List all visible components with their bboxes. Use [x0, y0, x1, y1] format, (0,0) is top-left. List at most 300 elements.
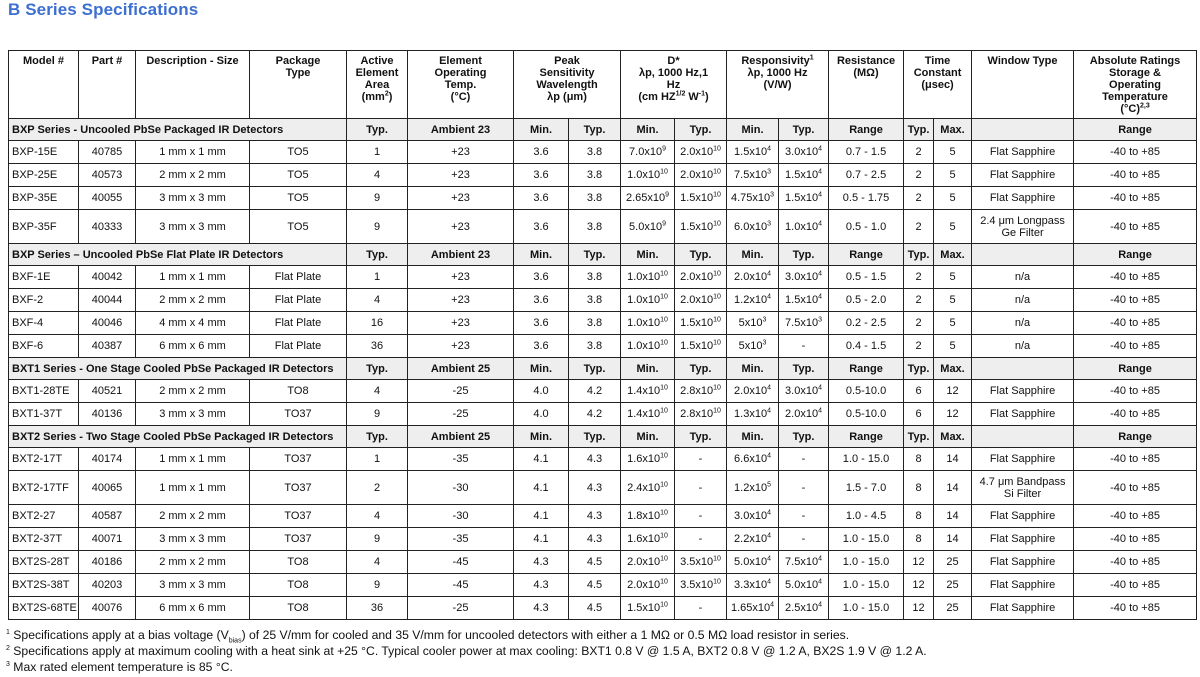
window-cell: Flat Sapphire — [972, 380, 1074, 403]
temp-cell: +23 — [408, 210, 514, 244]
dstar-min-cell — [621, 289, 675, 312]
wavelength-typ-cell: 4.5 — [569, 597, 621, 620]
resistance-cell: 0.4 - 1.5 — [829, 335, 904, 358]
window-cell: Flat Sapphire — [972, 505, 1074, 528]
table-row — [9, 210, 1197, 244]
wavelength-typ-cell: 4.2 — [569, 380, 621, 403]
area-cell: 1 — [347, 266, 408, 289]
absolute-range-cell: -40 to +85 — [1074, 266, 1197, 289]
responsivity-typ-cell — [779, 141, 829, 164]
time-max-cell: 5 — [934, 312, 972, 335]
part-cell: 40521 — [79, 380, 136, 403]
resistance-cell: 0.5-10.0 — [829, 403, 904, 426]
section-name: BXT2 Series - Two Stage Cooled PbSe Packaged IR Detectors — [9, 426, 347, 448]
section-name: BXP Series - Uncooled PbSe Packaged IR Detectors — [9, 119, 347, 141]
description-cell: 1 mm x 1 mm — [136, 141, 250, 164]
package-cell: Flat Plate — [250, 266, 347, 289]
time-typ-cell: 8 — [904, 448, 934, 471]
wavelength-typ-cell: 3.8 — [569, 210, 621, 244]
subheader-temp: Ambient 23 — [408, 244, 514, 266]
exponent: 10 — [713, 555, 721, 563]
responsivity-typ-cell — [779, 448, 829, 471]
wavelength-min-cell: 3.6 — [514, 289, 569, 312]
exponent: 10 — [713, 384, 721, 392]
exponent: 4 — [818, 601, 822, 609]
exponent: 10 — [713, 270, 721, 278]
wavelength-min-cell: 3.6 — [514, 312, 569, 335]
wavelength-min-cell: 4.3 — [514, 597, 569, 620]
subheader-wl-min: Min. — [514, 358, 569, 380]
temp-cell: +23 — [408, 164, 514, 187]
specifications-table — [8, 50, 1197, 620]
subheader-window — [972, 244, 1074, 266]
responsivity-typ-cell — [779, 574, 829, 597]
model-cell: BXF-2 — [9, 289, 79, 312]
dstar-typ-cell — [675, 471, 727, 505]
subheader-r-min: Min. — [727, 358, 779, 380]
time-max-cell: 5 — [934, 335, 972, 358]
wavelength-min-cell: 4.0 — [514, 403, 569, 426]
exponent: 9 — [662, 145, 666, 153]
mantissa: 5x10 — [738, 340, 763, 352]
exponent: 10 — [713, 578, 721, 586]
area-cell: 1 — [347, 448, 408, 471]
time-max-cell: 5 — [934, 266, 972, 289]
time-max-cell: 14 — [934, 528, 972, 551]
responsivity-typ-cell — [779, 312, 829, 335]
window-cell: Flat Sapphire — [972, 187, 1074, 210]
wavelength-typ-cell: 4.5 — [569, 551, 621, 574]
package-cell: TO37 — [250, 403, 347, 426]
mantissa: 1.0x10 — [627, 294, 661, 306]
area-cell: 4 — [347, 505, 408, 528]
mantissa: 2.0x10 — [680, 169, 714, 181]
exponent: 4 — [767, 555, 771, 563]
time-max-cell: 5 — [934, 187, 972, 210]
subheader-res: Range — [829, 119, 904, 141]
part-cell: 40136 — [79, 403, 136, 426]
exponent: 10 — [660, 270, 668, 278]
dstar-typ-cell — [675, 403, 727, 426]
subheader-window — [972, 426, 1074, 448]
page-title: B Series Specifications — [8, 0, 199, 19]
part-cell: 40065 — [79, 471, 136, 505]
mantissa: 1.0x10 — [785, 220, 819, 233]
exponent: 4 — [767, 145, 771, 153]
dstar-min-cell — [621, 448, 675, 471]
responsivity-min-cell — [727, 551, 779, 574]
package-cell: TO37 — [250, 505, 347, 528]
mantissa: 1.4x10 — [627, 408, 661, 420]
exponent: 10 — [713, 407, 721, 415]
window-cell: Flat Sapphire — [972, 403, 1074, 426]
responsivity-typ-cell — [779, 289, 829, 312]
time-typ-cell: 12 — [904, 574, 934, 597]
exponent: 4 — [818, 191, 822, 199]
time-max-cell: 5 — [934, 289, 972, 312]
description-cell: 6 mm x 6 mm — [136, 335, 250, 358]
resistance-cell: 1.0 - 4.5 — [829, 505, 904, 528]
window-cell: Flat Sapphire — [972, 574, 1074, 597]
part-cell: 40042 — [79, 266, 136, 289]
absolute-range-cell: -40 to +85 — [1074, 574, 1197, 597]
time-typ-cell: 2 — [904, 312, 934, 335]
mantissa: - — [698, 481, 703, 494]
exponent: 10 — [660, 601, 668, 609]
header-dstar: D* λp, 1000 Hz,1 Hz (cm $HZ^{1/2}$ $W^{-1}$) — [621, 51, 727, 119]
description-cell: 6 mm x 6 mm — [136, 597, 250, 620]
mantissa: - — [801, 340, 806, 352]
subheader-t-typ: Typ. — [904, 358, 934, 380]
wavelength-min-cell: 4.1 — [514, 505, 569, 528]
header-wavelength: Peak Sensitivity Wavelength λp (μm) — [514, 51, 621, 119]
subheader-wl-typ: Typ. — [569, 426, 621, 448]
subheader-t-typ: Typ. — [904, 426, 934, 448]
exponent: 4 — [818, 168, 822, 176]
mantissa: 7.5x10 — [734, 169, 768, 181]
package-cell: Flat Plate — [250, 312, 347, 335]
resistance-cell: 0.2 - 2.5 — [829, 312, 904, 335]
description-cell: 2 mm x 2 mm — [136, 164, 250, 187]
resistance-cell: 1.0 - 15.0 — [829, 528, 904, 551]
subheader-r-typ: Typ. — [779, 426, 829, 448]
header-part: Part # — [79, 51, 136, 119]
area-cell: 9 — [347, 187, 408, 210]
exponent: 4 — [767, 509, 771, 517]
exponent: 4 — [770, 601, 775, 609]
temp-cell: -25 — [408, 597, 514, 620]
exponent: 4 — [767, 384, 771, 392]
subheader-t-max: Max. — [934, 358, 972, 380]
absolute-range-cell: -40 to +85 — [1074, 141, 1197, 164]
wavelength-typ-cell: 4.5 — [569, 574, 621, 597]
description-cell: 4 mm x 4 mm — [136, 312, 250, 335]
exponent: 3 — [762, 339, 767, 347]
subheader-d-typ: Typ. — [675, 426, 727, 448]
mantissa: 1.8x10 — [627, 510, 661, 522]
mantissa: 1.2x10 — [734, 294, 768, 306]
subheader-wl-min: Min. — [514, 244, 569, 266]
exponent: 3 — [770, 191, 775, 199]
dstar-typ-cell — [675, 312, 727, 335]
exponent: 10 — [713, 145, 721, 153]
model-cell: BXF-4 — [9, 312, 79, 335]
resistance-cell: 1.0 - 15.0 — [829, 448, 904, 471]
wavelength-min-cell: 4.1 — [514, 448, 569, 471]
exponent: 10 — [660, 509, 668, 517]
mantissa: 2.2x10 — [734, 533, 768, 545]
package-cell: TO8 — [250, 551, 347, 574]
time-max-cell: 14 — [934, 505, 972, 528]
exponent: 9 — [665, 191, 670, 199]
time-typ-cell: 6 — [904, 403, 934, 426]
dstar-typ-cell — [675, 380, 727, 403]
description-cell: 1 mm x 1 mm — [136, 448, 250, 471]
responsivity-typ-cell — [779, 266, 829, 289]
window-cell: Flat Sapphire — [972, 528, 1074, 551]
mantissa: 1.65x10 — [730, 602, 771, 614]
dstar-typ-cell — [675, 187, 727, 210]
subheader-wl-typ: Typ. — [569, 119, 621, 141]
package-cell: TO37 — [250, 471, 347, 505]
wavelength-min-cell: 4.0 — [514, 380, 569, 403]
subheader-res: Range — [829, 426, 904, 448]
dstar-typ-cell — [675, 141, 727, 164]
mantissa: 1.5x10 — [680, 220, 714, 233]
subheader-d-typ: Typ. — [675, 244, 727, 266]
absolute-range-cell: -40 to +85 — [1074, 505, 1197, 528]
temp-cell: +23 — [408, 335, 514, 358]
area-cell: 4 — [347, 289, 408, 312]
window-cell: n/a — [972, 289, 1074, 312]
package-cell: TO5 — [250, 141, 347, 164]
absolute-range-cell: -40 to +85 — [1074, 551, 1197, 574]
wavelength-typ-cell: 3.8 — [569, 187, 621, 210]
mantissa: 7.5x10 — [785, 556, 819, 568]
responsivity-typ-cell — [779, 528, 829, 551]
window-cell: Flat Sapphire — [972, 551, 1074, 574]
package-cell: TO8 — [250, 380, 347, 403]
model-cell: BXP-25E — [9, 164, 79, 187]
description-cell: 2 mm x 2 mm — [136, 289, 250, 312]
dstar-min-cell — [621, 266, 675, 289]
subheader-t-typ: Typ. — [904, 244, 934, 266]
package-cell: TO5 — [250, 187, 347, 210]
time-max-cell: 25 — [934, 597, 972, 620]
subheader-temp: Ambient 25 — [408, 358, 514, 380]
description-cell: 3 mm x 3 mm — [136, 210, 250, 244]
subheader-r-typ: Typ. — [779, 119, 829, 141]
mantissa: 3.0x10 — [785, 271, 819, 283]
exponent: 4 — [818, 145, 822, 153]
resistance-cell: 0.5 - 2.0 — [829, 289, 904, 312]
wavelength-min-cell: 3.6 — [514, 187, 569, 210]
wavelength-min-cell: 3.6 — [514, 141, 569, 164]
responsivity-min-cell — [727, 289, 779, 312]
absolute-range-cell: -40 to +85 — [1074, 471, 1197, 505]
responsivity-typ-cell — [779, 210, 829, 244]
mantissa: 5x10 — [738, 317, 763, 329]
mantissa: 1.0x10 — [627, 317, 661, 329]
subheader-res: Range — [829, 244, 904, 266]
model-cell: BXP-15E — [9, 141, 79, 164]
package-cell: TO37 — [250, 448, 347, 471]
mantissa: 6.6x10 — [734, 453, 768, 465]
exponent: 4 — [767, 293, 771, 301]
responsivity-typ-cell — [779, 471, 829, 505]
table-row — [9, 597, 1197, 620]
responsivity-min-cell — [727, 505, 779, 528]
table-row — [9, 574, 1197, 597]
area-cell: 16 — [347, 312, 408, 335]
wavelength-min-cell: 3.6 — [514, 210, 569, 244]
mantissa: 1.0x10 — [627, 340, 661, 352]
dstar-min-cell — [621, 403, 675, 426]
mantissa: 3.0x10 — [785, 385, 819, 397]
exponent: 10 — [660, 480, 668, 488]
responsivity-typ-cell — [779, 505, 829, 528]
absolute-range-cell: -40 to +85 — [1074, 187, 1197, 210]
resistance-cell: 0.5 - 1.75 — [829, 187, 904, 210]
mantissa: 1.0x10 — [627, 271, 661, 283]
specifications-body — [9, 119, 1197, 620]
mantissa: 2.0x10 — [680, 271, 714, 283]
subheader-r-min: Min. — [727, 244, 779, 266]
absolute-range-cell: -40 to +85 — [1074, 403, 1197, 426]
absolute-range-cell: -40 to +85 — [1074, 528, 1197, 551]
header-description: Description - Size — [136, 51, 250, 119]
mantissa: 3.3x10 — [734, 579, 768, 591]
responsivity-typ-cell — [779, 597, 829, 620]
mantissa: 1.6x10 — [627, 533, 661, 545]
dstar-typ-cell — [675, 266, 727, 289]
dstar-typ-cell — [675, 448, 727, 471]
part-cell: 40573 — [79, 164, 136, 187]
subheader-abs: Range — [1074, 119, 1197, 141]
resistance-cell: 0.5 - 1.0 — [829, 210, 904, 244]
temp-cell: +23 — [408, 312, 514, 335]
area-cell: 4 — [347, 551, 408, 574]
window-cell: Flat Sapphire — [972, 597, 1074, 620]
header-resistance: Resistance (MΩ) — [829, 51, 904, 119]
temp-cell: -30 — [408, 471, 514, 505]
subheader-res: Range — [829, 358, 904, 380]
exponent: 4 — [818, 384, 822, 392]
dstar-typ-cell — [675, 574, 727, 597]
subheader-temp: Ambient 25 — [408, 426, 514, 448]
description-cell: 3 mm x 3 mm — [136, 528, 250, 551]
exponent: 3 — [762, 316, 767, 324]
area-cell: 9 — [347, 403, 408, 426]
wavelength-typ-cell: 3.8 — [569, 312, 621, 335]
mantissa: 2.0x10 — [785, 408, 819, 420]
dstar-typ-cell — [675, 210, 727, 244]
subheader-wl-typ: Typ. — [569, 244, 621, 266]
mantissa: 1.5x10 — [785, 294, 819, 306]
package-cell: TO5 — [250, 164, 347, 187]
description-cell: 3 mm x 3 mm — [136, 574, 250, 597]
exponent: 10 — [660, 339, 668, 347]
subheader-d-min: Min. — [621, 244, 675, 266]
temp-cell: +23 — [408, 187, 514, 210]
area-cell: 4 — [347, 164, 408, 187]
wavelength-typ-cell: 4.3 — [569, 528, 621, 551]
exponent: 4 — [767, 270, 771, 278]
table-row — [9, 141, 1197, 164]
subheader-d-typ: Typ. — [675, 119, 727, 141]
exponent: 10 — [713, 191, 721, 199]
exponent: 3 — [818, 316, 822, 324]
temp-cell: +23 — [408, 289, 514, 312]
dstar-typ-cell — [675, 289, 727, 312]
mantissa: 2.4x10 — [627, 481, 661, 494]
time-typ-cell: 12 — [904, 597, 934, 620]
responsivity-min-cell — [727, 380, 779, 403]
dstar-min-cell — [621, 312, 675, 335]
absolute-range-cell: -40 to +85 — [1074, 210, 1197, 244]
subheader-area: Typ. — [347, 244, 408, 266]
dstar-typ-cell — [675, 528, 727, 551]
absolute-range-cell: -40 to +85 — [1074, 335, 1197, 358]
exponent: 3 — [767, 219, 771, 227]
table-row — [9, 187, 1197, 210]
time-max-cell: 25 — [934, 574, 972, 597]
section-header-row — [9, 119, 1197, 141]
mantissa: 1.4x10 — [627, 385, 661, 397]
exponent: 4 — [818, 407, 822, 415]
subheader-r-min: Min. — [727, 119, 779, 141]
wavelength-typ-cell: 3.8 — [569, 141, 621, 164]
exponent: 10 — [713, 293, 721, 301]
time-max-cell: 12 — [934, 403, 972, 426]
wavelength-typ-cell: 3.8 — [569, 335, 621, 358]
exponent: 4 — [767, 452, 771, 460]
subheader-r-min: Min. — [727, 426, 779, 448]
footnote: $^3$ Max rated element temperature is 85 °C. — [6, 660, 233, 674]
area-cell: 4 — [347, 380, 408, 403]
footnote: $^1$ Specifications apply at a bias voltage $(V_{bias})$ of 25 V/mm for cooled and 35 V/mm for uncooled detectors with either a 1 MΩ or 0.5 MΩ load resistor in series. — [6, 628, 850, 645]
exponent: 9 — [662, 219, 666, 227]
resistance-cell: 0.7 - 2.5 — [829, 164, 904, 187]
package-cell: TO8 — [250, 574, 347, 597]
mantissa: 5.0x10 — [785, 579, 819, 591]
time-max-cell: 14 — [934, 448, 972, 471]
area-cell: 36 — [347, 597, 408, 620]
time-typ-cell: 2 — [904, 335, 934, 358]
table-row — [9, 380, 1197, 403]
area-cell: 9 — [347, 574, 408, 597]
table-row — [9, 528, 1197, 551]
wavelength-typ-cell: 3.8 — [569, 289, 621, 312]
exponent: 10 — [660, 316, 668, 324]
subheader-d-min: Min. — [621, 358, 675, 380]
time-max-cell: 5 — [934, 141, 972, 164]
dstar-min-cell — [621, 210, 675, 244]
time-typ-cell: 2 — [904, 141, 934, 164]
window-cell: 4.7 μm Bandpass Si Filter — [972, 471, 1074, 505]
exponent: 10 — [660, 407, 668, 415]
responsivity-typ-cell — [779, 551, 829, 574]
exponent: 10 — [713, 339, 721, 347]
header-model: Model # — [9, 51, 79, 119]
mantissa: 3.0x10 — [785, 146, 819, 158]
part-cell: 40186 — [79, 551, 136, 574]
window-cell: Flat Sapphire — [972, 448, 1074, 471]
absolute-range-cell: -40 to +85 — [1074, 312, 1197, 335]
mantissa: - — [801, 481, 806, 494]
mantissa: - — [801, 533, 806, 545]
header-time-constant: Time Constant (μsec) — [904, 51, 972, 119]
package-cell: TO5 — [250, 210, 347, 244]
part-cell: 40076 — [79, 597, 136, 620]
part-cell: 40203 — [79, 574, 136, 597]
header-temp: Element Operating Temp. (°C) — [408, 51, 514, 119]
dstar-min-cell — [621, 380, 675, 403]
mantissa: 2.5x10 — [785, 602, 819, 614]
absolute-range-cell: -40 to +85 — [1074, 448, 1197, 471]
model-cell: BXT2S-38T — [9, 574, 79, 597]
dstar-min-cell — [621, 551, 675, 574]
mantissa: 3.5x10 — [680, 556, 714, 568]
dstar-min-cell — [621, 471, 675, 505]
resistance-cell: 0.5 - 1.5 — [829, 266, 904, 289]
dstar-min-cell — [621, 335, 675, 358]
dstar-typ-cell — [675, 335, 727, 358]
mantissa: 1.5x10 — [680, 192, 714, 204]
model-cell: BXT2-27 — [9, 505, 79, 528]
window-cell: n/a — [972, 266, 1074, 289]
responsivity-min-cell — [727, 448, 779, 471]
